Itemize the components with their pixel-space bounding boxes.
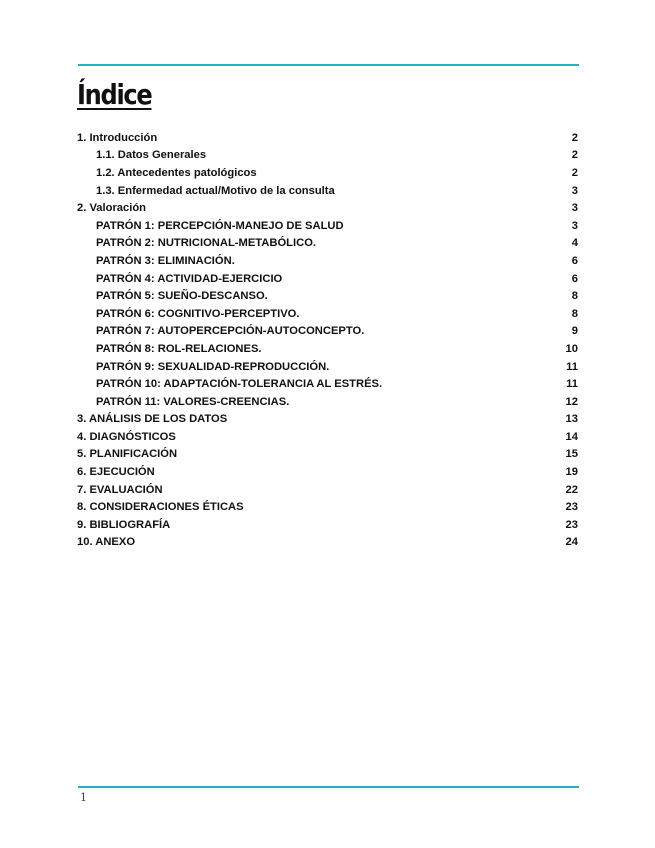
toc-entry-label: PATRÓN 9: SEXUALIDAD-REPRODUCCIÓN. [96,360,330,373]
toc-entry[interactable] [77,147,579,165]
toc-entry[interactable] [77,305,579,323]
toc-entry-label: 1.1. Datos Generales [96,149,207,162]
toc-entry-page: 2 [571,166,578,179]
toc-entry[interactable] [77,182,579,200]
toc-entry-page: 3 [571,184,578,197]
toc-entry-page: 9 [571,325,578,338]
toc-entry[interactable] [77,287,579,305]
toc-entry-page: 14 [565,430,578,443]
toc-entry-page: 6 [571,272,578,285]
toc-entry-label: 3. ANÁLISIS DE LOS DATOS [77,413,228,426]
toc-entry-label: 1.3. Enfermedad actual/Motivo de la consulta [96,184,335,197]
toc-entry[interactable] [77,323,579,341]
toc-entry-label: PATRÓN 4: ACTIVIDAD-EJERCICIO [96,272,283,285]
footer-rule [78,786,579,788]
toc-entry-page: 3 [571,202,578,215]
toc-entry-page: 15 [565,448,578,461]
toc-entry[interactable] [77,428,579,446]
toc-entry-page: 2 [571,131,578,144]
toc-entry[interactable] [77,270,579,288]
toc-entry-label: 7. EVALUACIÓN [77,483,163,496]
toc-entry-page: 4 [571,237,578,250]
toc-entry[interactable] [77,199,579,217]
toc-entry-label: 1. Introducción [77,131,158,144]
toc-entry-label: 5. PLANIFICACIÓN [77,448,178,461]
toc-entry[interactable] [77,498,579,516]
toc-entry-label: PATRÓN 7: AUTOPERCEPCIÓN-AUTOCONCEPTO. [96,325,365,338]
toc-entry[interactable] [77,129,579,147]
toc-entry[interactable] [77,463,579,481]
toc-entry-label: PATRÓN 3: ELIMINACIÓN. [96,254,235,267]
toc-entry-label: PATRÓN 8: ROL-RELACIONES. [96,342,262,355]
toc-entry[interactable] [77,340,579,358]
toc-entry-label: 6. EJECUCIÓN [77,466,155,479]
table-of-contents [77,129,579,551]
toc-entry-page: 23 [565,518,578,531]
page-title: Índice [77,78,152,111]
toc-entry-page: 8 [571,307,578,320]
toc-entry-page: 6 [571,254,578,267]
toc-entry-label: PATRÓN 5: SUEÑO-DESCANSO. [96,290,268,303]
toc-entry-label: 4. DIAGNÓSTICOS [77,430,176,443]
toc-entry-label: 8. CONSIDERACIONES ÉTICAS [77,501,244,514]
toc-entry-label: 2. Valoración [77,202,147,215]
toc-entry[interactable] [77,375,579,393]
toc-entry[interactable] [77,516,579,534]
toc-entry[interactable] [77,164,579,182]
toc-entry-page: 10 [565,342,578,355]
toc-entry-label: PATRÓN 1: PERCEPCIÓN-MANEJO DE SALUD [96,219,344,232]
page-number: 1 [80,791,87,804]
toc-entry-label: PATRÓN 2: NUTRICIONAL-METABÓLICO. [96,237,316,250]
toc-entry-label: 9. BIBLIOGRAFÍA [77,518,171,531]
toc-entry[interactable] [77,446,579,464]
toc-entry[interactable] [77,393,579,411]
toc-entry-page: 3 [571,219,578,232]
toc-entry-label: 10. ANEXO [77,536,136,549]
toc-entry-label: 1.2. Antecedentes patológicos [96,166,257,179]
toc-entry[interactable] [77,411,579,429]
toc-entry-page: 24 [565,536,578,549]
toc-entry-page: 22 [565,483,578,496]
header-rule [78,64,579,66]
toc-entry[interactable] [77,481,579,499]
toc-entry[interactable] [77,235,579,253]
toc-entry-label: PATRÓN 6: COGNITIVO-PERCEPTIVO. [96,307,300,320]
toc-entry-label: PATRÓN 11: VALORES-CREENCIAS. [96,395,290,408]
toc-entry-page: 2 [571,149,578,162]
toc-entry-page: 11 [566,378,578,391]
toc-entry-page: 19 [565,466,578,479]
toc-entry-page: 13 [565,413,578,426]
toc-entry[interactable] [77,534,579,552]
toc-entry-page: 23 [565,501,578,514]
toc-entry[interactable] [77,252,579,270]
toc-entry-page: 11 [566,360,578,373]
toc-entry-page: 8 [571,290,578,303]
toc-entry-label: PATRÓN 10: ADAPTACIÓN-TOLERANCIA AL ESTRÉS. [96,378,383,391]
toc-entry[interactable] [77,358,579,376]
toc-entry[interactable] [77,217,579,235]
toc-entry-page: 12 [565,395,578,408]
